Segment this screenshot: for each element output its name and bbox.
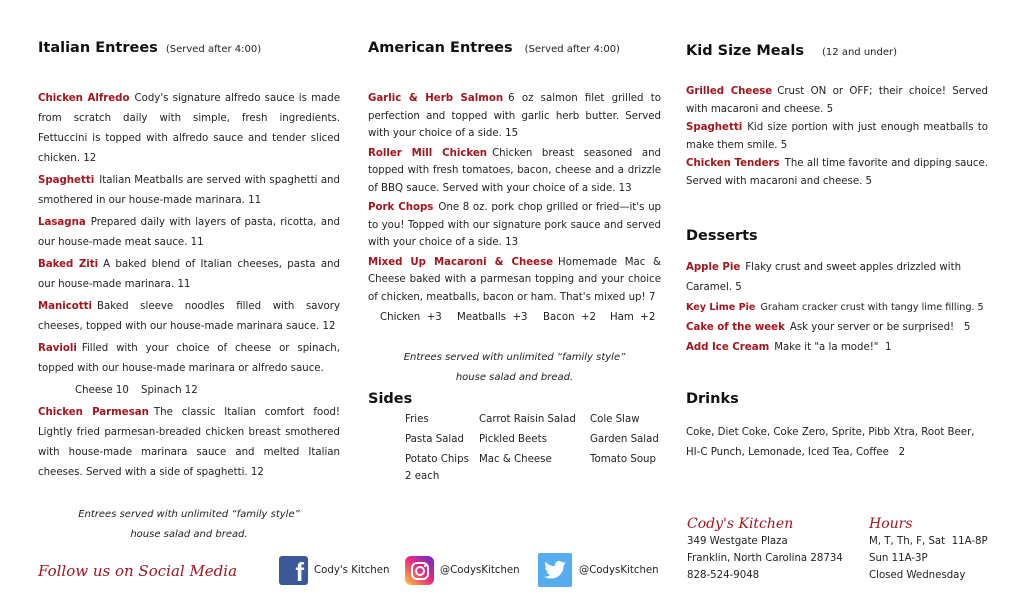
facebook-link[interactable] bbox=[279, 556, 389, 585]
desserts-title: Desserts bbox=[686, 228, 758, 244]
addon: Chicken +3 bbox=[380, 312, 442, 323]
item-desc: Flaky crust and sweet apples drizzled with Caramel. 5 bbox=[686, 262, 962, 293]
phone-number[interactable]: 828-524-9048 bbox=[687, 570, 760, 581]
sides-list bbox=[405, 410, 668, 470]
menu-item bbox=[686, 338, 996, 358]
side-item: Cole Slaw bbox=[590, 414, 640, 425]
italian-title: Italian Entrees bbox=[38, 40, 158, 56]
sides-title: Sides bbox=[368, 391, 413, 407]
menu-item bbox=[368, 145, 661, 198]
desserts-section bbox=[686, 228, 996, 358]
footnote: house salad and bread. bbox=[455, 372, 574, 383]
item-name: Manicotti bbox=[38, 301, 93, 312]
drinks-section bbox=[686, 391, 1006, 463]
item-desc: Prepared daily with layers of pasta, ricotta, and our house-made meat sauce. 11 bbox=[38, 217, 340, 248]
item-desc: Ask your server or be surprised! 5 bbox=[789, 322, 971, 333]
menu-item bbox=[38, 171, 340, 211]
hours-line: Closed Wednesday bbox=[869, 570, 966, 581]
menu-item bbox=[368, 199, 661, 252]
footnote: Entrees served with unlimited “family style” bbox=[403, 352, 626, 363]
kids-note: (12 and under) bbox=[822, 47, 898, 58]
menu-item bbox=[38, 89, 340, 169]
menu-item bbox=[686, 298, 996, 318]
side-item: Carrot Raisin Salad bbox=[479, 414, 576, 425]
side-item: Tomato Soup bbox=[590, 454, 656, 465]
mac-addons bbox=[368, 308, 661, 328]
menu-item bbox=[38, 403, 340, 483]
option: Spinach 12 bbox=[141, 385, 198, 396]
menu-item bbox=[686, 83, 988, 118]
addon: Meatballs +3 bbox=[457, 312, 528, 323]
side-item: Pasta Salad bbox=[405, 434, 464, 445]
sides-price: 2 each bbox=[405, 471, 440, 482]
item-name: Ravioli bbox=[38, 343, 77, 354]
side-item: Mac & Cheese bbox=[479, 454, 552, 465]
hours-line: M, T, Th, F, Sat 11A-8P bbox=[869, 536, 988, 547]
sides-section bbox=[368, 391, 668, 484]
menu-item bbox=[368, 254, 661, 307]
footnote: house salad and bread. bbox=[130, 529, 248, 540]
menu-item bbox=[38, 339, 340, 379]
item-name: Chicken Alfredo bbox=[38, 93, 130, 104]
menu-item bbox=[686, 318, 996, 338]
side-item: Garden Salad bbox=[590, 434, 659, 445]
american-note: (Served after 4:00) bbox=[524, 44, 620, 55]
twitter-bird-glyph bbox=[544, 561, 566, 579]
item-name: Baked Ziti bbox=[38, 259, 99, 270]
item-name: Roller Mill Chicken bbox=[368, 147, 488, 159]
instagram-icon bbox=[405, 556, 434, 585]
item-name: Chicken Tenders bbox=[686, 158, 780, 169]
address-line: Franklin, North Carolina 28734 bbox=[687, 553, 843, 564]
item-name: Grilled Cheese bbox=[686, 86, 773, 97]
drinks-title: Drinks bbox=[686, 391, 739, 407]
addon: Bacon +2 bbox=[543, 312, 597, 323]
item-name: Key Lime Pie bbox=[686, 302, 756, 313]
section-title bbox=[38, 40, 340, 56]
item-name: Chicken Parmesan bbox=[38, 407, 149, 418]
item-name: Lasagna bbox=[38, 217, 86, 228]
facebook-glyph: f bbox=[295, 557, 304, 587]
item-desc: Homemade Mac & Cheese baked with a parmesan topping and your choice of chicken, meatballs, bacon or ham. That's mixed up! 7 bbox=[368, 256, 661, 303]
hours-title: Hours bbox=[869, 516, 913, 532]
item-name: Spaghetti bbox=[686, 122, 743, 133]
social-heading: Follow us on Social Media bbox=[38, 562, 238, 580]
menu-item bbox=[368, 90, 661, 143]
item-desc: Make it "a la mode!" 1 bbox=[774, 342, 892, 353]
facebook-label: Cody's Kitchen bbox=[314, 565, 390, 576]
item-name: Add Ice Cream bbox=[686, 342, 770, 353]
menu-item bbox=[38, 255, 340, 295]
footnote: Entrees served with unlimited “family style” bbox=[78, 509, 300, 520]
item-desc: Kid size portion with just enough meatballs to make them smile. 5 bbox=[686, 122, 988, 151]
instagram-link[interactable] bbox=[405, 556, 520, 585]
item-desc: Graham cracker crust with tangy lime filling. 5 bbox=[760, 302, 984, 313]
american-entrees-section bbox=[368, 40, 661, 388]
kids-title: Kid Size Meals bbox=[686, 43, 805, 59]
addon: Ham +2 bbox=[610, 312, 656, 323]
menu-item bbox=[686, 155, 988, 190]
menu-item bbox=[38, 297, 340, 337]
menu-item bbox=[686, 258, 966, 298]
item-desc: One 8 oz. pork chop grilled or fried—it's up to you! Topped with our signature pork sauce and served with your choice of a side. 13 bbox=[368, 202, 661, 248]
menu-item bbox=[686, 119, 988, 154]
item-desc: Filled with your choice of cheese or spinach, topped with our house-made marinara or alfredo sauce. bbox=[38, 343, 340, 374]
twitter-link[interactable] bbox=[538, 553, 659, 587]
item-desc: Cody's signature alfredo sauce is made from scratch daily with simple, fresh ingredients. Fettuccini is topped with alfredo sauce and tender sliced chicken. 12 bbox=[38, 93, 340, 164]
item-name: Spaghetti bbox=[38, 175, 95, 186]
item-name: Apple Pie bbox=[686, 262, 741, 273]
item-name: Cake of the week bbox=[686, 322, 785, 333]
twitter-label: @CodysKitchen bbox=[579, 564, 659, 576]
instagram-label: @CodysKitchen bbox=[440, 565, 520, 576]
hours-line: Sun 11A-3P bbox=[869, 553, 928, 564]
item-desc: 6 oz salmon filet grilled to perfection and topped with garlic herb butter. Served with your choice of a side. 15 bbox=[368, 93, 661, 139]
item-desc: A baked blend of Italian cheeses, pasta and our house-made marinara. 11 bbox=[38, 259, 340, 290]
item-name: Mixed Up Macaroni & Cheese bbox=[368, 256, 554, 268]
section-title bbox=[368, 40, 661, 56]
side-item: Potato Chips bbox=[405, 454, 469, 465]
contact-block bbox=[687, 515, 857, 584]
address-line: 349 Westgate Plaza bbox=[687, 536, 788, 547]
italian-entrees-section bbox=[38, 40, 340, 545]
drinks-list: Coke, Diet Coke, Coke Zero, Sprite, Pibb Xtra, Root Beer, bbox=[686, 427, 975, 438]
instagram-glyph bbox=[410, 561, 430, 581]
item-desc: Crust ON or OFF; their choice! Served with macaroni and cheese. 5 bbox=[686, 86, 988, 115]
restaurant-name: Cody's Kitchen bbox=[687, 516, 794, 532]
item-desc: The classic Italian comfort food! Lightly fried parmesan-breaded chicken breast smothered with house-made marinara sauce and melted Italian cheeses. Served with a side of spaghetti. 12 bbox=[38, 407, 340, 478]
menu-item bbox=[38, 213, 340, 253]
side-item: Fries bbox=[405, 414, 429, 425]
italian-note: (Served after 4:00) bbox=[165, 44, 262, 55]
item-name: Pork Chops bbox=[368, 202, 434, 213]
drinks-list: HI-C Punch, Lemonade, Iced Tea, Coffee 2 bbox=[686, 447, 906, 458]
item-name: Garlic & Herb Salmon bbox=[368, 93, 504, 104]
side-item: Pickled Beets bbox=[479, 434, 547, 445]
item-desc: The all time favorite and dipping sauce. Served with macaroni and cheese. 5 bbox=[686, 158, 988, 187]
facebook-icon bbox=[279, 556, 308, 585]
kids-section bbox=[686, 43, 988, 191]
item-desc: Italian Meatballs are served with spaghetti and smothered in our house-made marinara. 11 bbox=[38, 175, 340, 206]
american-title: American Entrees bbox=[368, 40, 513, 56]
section-title bbox=[686, 43, 988, 59]
item-desc: Chicken breast seasoned and topped with fresh tomatoes, bacon, cheese and a drizzle of BBQ sauce. Served with your choice of a side. 13 bbox=[368, 147, 661, 194]
option: Cheese 10 bbox=[75, 385, 129, 396]
item-desc: Baked sleeve noodles filled with savory cheeses, topped with our house-made marinara sauce. 12 bbox=[38, 301, 340, 332]
twitter-icon bbox=[538, 553, 572, 587]
ravioli-options bbox=[38, 381, 340, 401]
hours-block bbox=[869, 515, 1019, 584]
